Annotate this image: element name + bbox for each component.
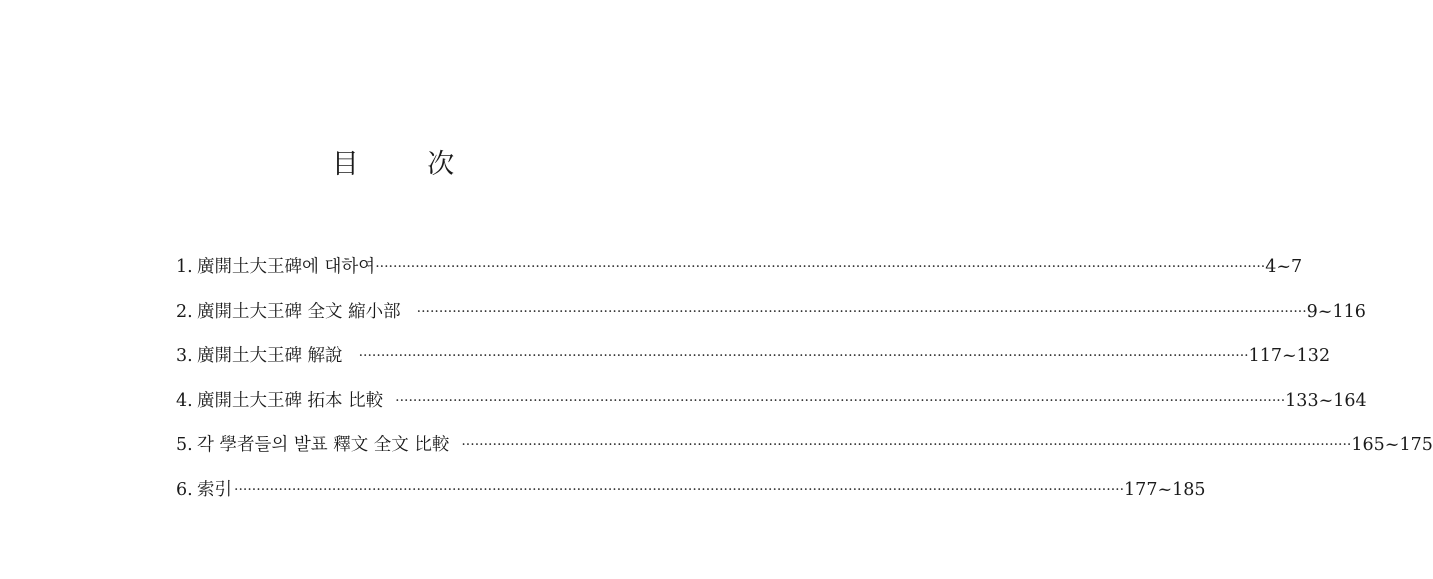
toc-entry-title: 廣開土大王碑에 대하여: [197, 257, 376, 277]
toc-entry-number: 4.: [176, 390, 193, 411]
toc-entry-pages: 165~175: [1351, 435, 1433, 456]
toc-entry-pages: 133~164: [1285, 390, 1367, 411]
toc-entry-title: 廣開土大王碑 拓本 比較: [197, 390, 384, 411]
toc-dot-leader: ········································································································································································································: [375, 259, 1266, 275]
toc-dot-leader: ········································································································································································································: [416, 303, 1307, 320]
toc-entry-number: 1.: [176, 257, 193, 277]
toc-entry[interactable]: [176, 473, 1206, 518]
toc-entry-pages: 117~132: [1248, 346, 1331, 367]
toc-dot-leader: ········································································································································································································: [395, 392, 1286, 409]
toc-entry-title: 廣開土大王碑 全文 縮小部: [197, 301, 401, 322]
toc-entry-number: 2.: [176, 301, 193, 322]
toc-entry[interactable]: [176, 295, 1366, 340]
toc-entry-number: 5.: [176, 435, 193, 456]
toc-heading: 目 次: [331, 149, 485, 180]
toc-entry-number: 6.: [176, 479, 193, 500]
toc-dot-leader: ········································································································································································································: [461, 437, 1352, 454]
toc-entry-title: 각 學者들의 발표 釋文 全文 比較: [197, 435, 450, 456]
toc-dot-leader: ········································································································································································································: [358, 348, 1249, 365]
toc-entry[interactable]: [176, 250, 1303, 295]
toc-entry-pages: 4~7: [1265, 257, 1303, 277]
toc-entry[interactable]: [176, 339, 1331, 384]
toc-entry-pages: 177~185: [1124, 479, 1206, 500]
toc-entry-number: 3.: [176, 346, 193, 367]
toc-entry-title: 廣開土大王碑 解說: [197, 346, 343, 367]
toc-entry-title: 索引: [197, 479, 232, 500]
toc-dot-leader: ········································································································································································································: [234, 481, 1125, 498]
toc-entry-pages: 9~116: [1306, 301, 1366, 322]
toc-entry[interactable]: [176, 384, 1367, 429]
toc-entry[interactable]: [176, 428, 1433, 473]
table-of-contents: [176, 250, 1433, 518]
